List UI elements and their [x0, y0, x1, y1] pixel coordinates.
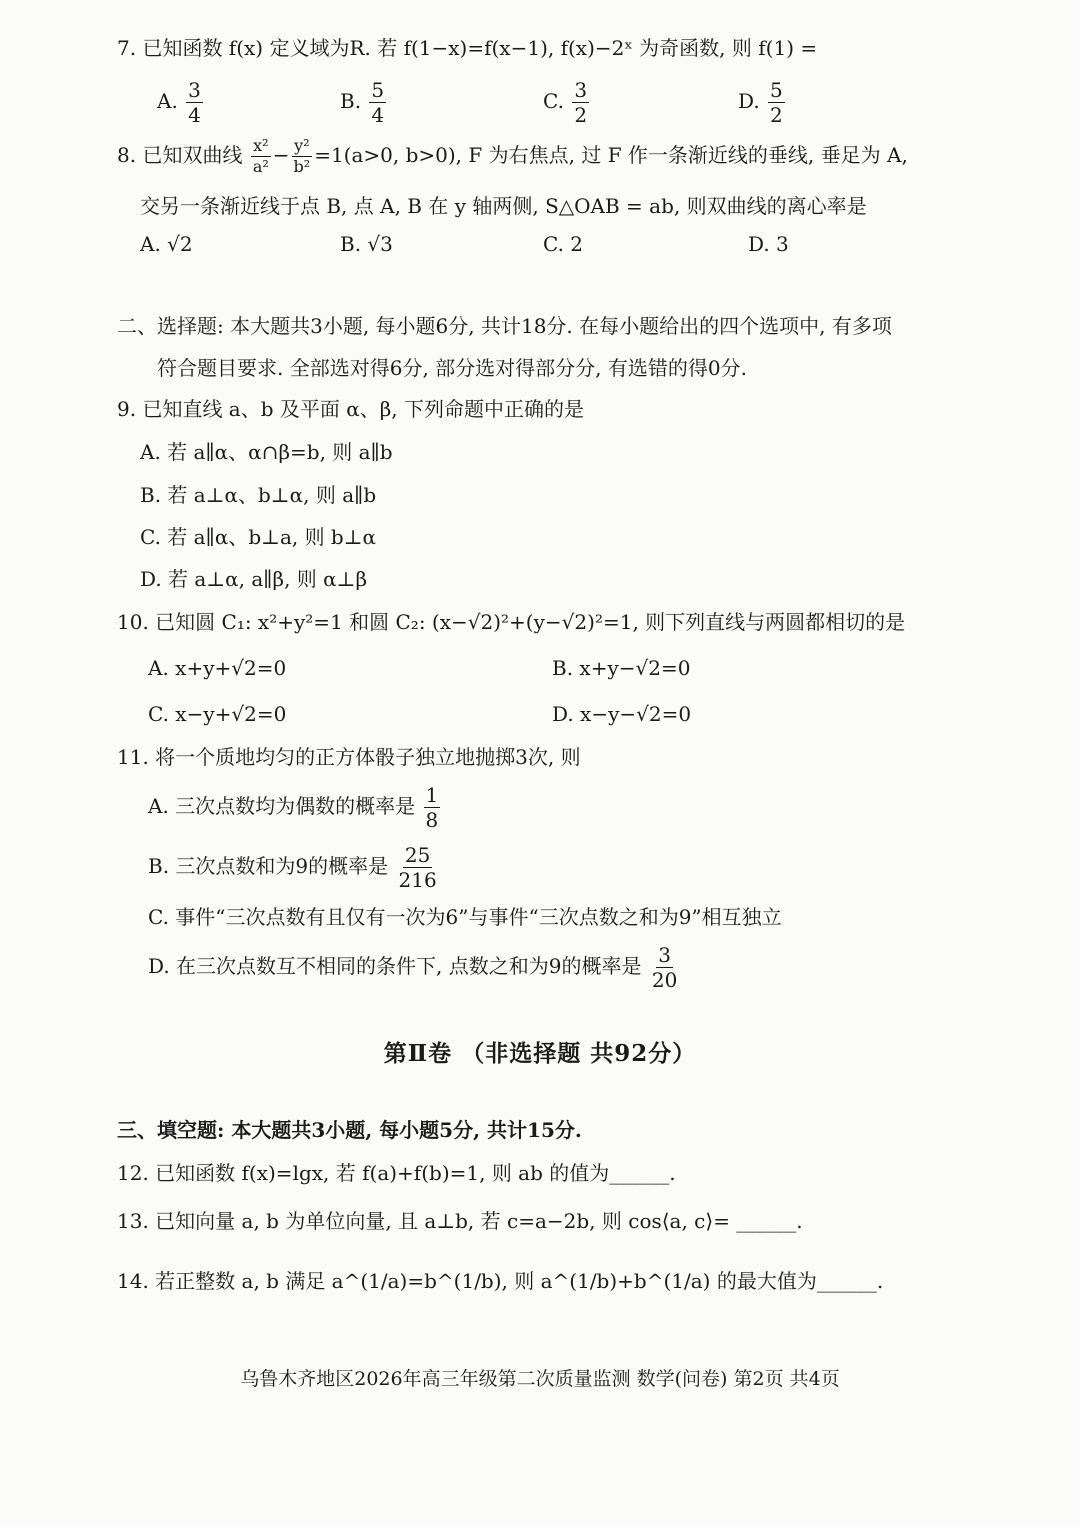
section-2-heading-line1: 二、选择题: 本大题共3小题, 每小题6分, 共计18分. 在每小题给出的四个选项中, 有多项 [117, 314, 892, 338]
fraction: $\frac{1}{8}$ [425, 783, 439, 832]
section-2-heading-line2: 符合题目要求. 全部选对得6分, 部分选对得部分分, 有选错的得0分. [157, 356, 747, 380]
q7-option-c [543, 80, 591, 125]
question-12: 12. 已知函数 f(x)=lgx, 若 f(a)+f(b)=1, 则 ab 的值为______. [117, 1161, 676, 1185]
q8-suffix: =1(a>0, b>0), F 为右焦点, 过 F 作一条渐近线的垂线, 垂足为 A, [314, 143, 908, 167]
q10-option-b: B. x+y−√2=0 [552, 656, 691, 680]
option-label: A. [157, 89, 178, 113]
q8-option-b: B. √3 [340, 232, 393, 256]
q9-option-c: C. 若 a∥α、b⊥a, 则 b⊥α [140, 525, 377, 549]
option-label: D. [738, 89, 760, 113]
fraction: $\frac{\text{x²}}{\text{a²}}$ [252, 136, 269, 176]
q9-option-d: D. 若 a⊥α, a∥β, 则 α⊥β [140, 567, 368, 591]
fraction: $\frac{3}{2}$ [574, 78, 588, 127]
q9-option-b: B. 若 a⊥α、b⊥α, 则 a∥b [140, 483, 377, 507]
q11-option-c: C. 事件“三次点数有且仅有一次为6”与事件“三次点数之和为9”相互独立 [148, 905, 782, 929]
q10-option-c: C. x−y+√2=0 [148, 702, 287, 726]
option-text: D. 在三次点数互不相同的条件下, 点数之和为9的概率是 [148, 954, 642, 978]
q11-option-d [148, 945, 681, 990]
part-2-title: 第Ⅱ卷 （非选择题 共92分） [383, 1040, 697, 1067]
fraction: $\frac{\text{y²}}{\text{b²}}$ [293, 136, 311, 176]
q8-prefix: 8. 已知双曲线 [117, 143, 243, 167]
question-11-stem: 11. 将一个质地均匀的正方体骰子独立地抛掷3次, 则 [117, 745, 581, 769]
q8-option-a: A. √2 [140, 232, 193, 256]
question-10-stem: 10. 已知圆 C₁: x²+y²=1 和圆 C₂: (x−√2)²+(y−√2)²=1, 则下列直线与两圆都相切的是 [117, 610, 906, 634]
question-8-stem [117, 138, 908, 175]
question-7-stem: 7. 已知函数 f(x) 定义域为R. 若 f(1−x)=f(x−1), f(x)−2ˣ 为奇函数, 则 f(1) = [117, 36, 818, 60]
section-3-heading: 三、填空题: 本大题共3小题, 每小题5分, 共计15分. [117, 1118, 582, 1142]
q7-option-b [340, 80, 388, 125]
option-label: B. [340, 89, 362, 113]
question-13: 13. 已知向量 a, b 为单位向量, 且 a⊥b, 若 c=a−2b, 则 cos⟨a, c⟩= ______. [117, 1209, 803, 1233]
q8-option-c: C. 2 [543, 232, 584, 256]
option-text: A. 三次点数均为偶数的概率是 [148, 794, 416, 818]
fraction: $\frac{25}{216}$ [398, 843, 437, 892]
fraction: $\frac{5}{2}$ [770, 78, 783, 127]
fraction: $\frac{3}{20}$ [651, 943, 678, 992]
q7-option-a [157, 80, 205, 125]
minus-sign: − [272, 143, 290, 167]
question-14: 14. 若正整数 a, b 满足 a^(1/a)=b^(1/b), 则 a^(1/b)+b^(1/a) 的最大值为______. [117, 1269, 884, 1293]
q9-option-a: A. 若 a∥α、α∩β=b, 则 a∥b [140, 440, 393, 464]
q11-option-b [148, 845, 441, 890]
q8-option-d: D. 3 [748, 232, 789, 256]
option-text: B. 三次点数和为9的概率是 [148, 854, 389, 878]
option-label: C. [543, 89, 564, 113]
question-8-line2: 交另一条渐近线于点 B, 点 A, B 在 y 轴两侧, S△OAB = ab, 则双曲线的离心率是 [140, 194, 867, 218]
q7-option-d [738, 80, 787, 125]
fraction: $\frac{5}{4}$ [371, 78, 385, 127]
question-9-stem: 9. 已知直线 a、b 及平面 α、β, 下列命题中正确的是 [117, 397, 585, 421]
page-footer: 乌鲁木齐地区2026年高三年级第二次质量监测 数学(问卷) 第2页 共4页 [240, 1368, 840, 1390]
q10-option-d: D. x−y−√2=0 [552, 702, 692, 726]
q10-option-a: A. x+y+√2=0 [148, 656, 287, 680]
q11-option-a [148, 785, 442, 830]
fraction: $\frac{3}{4}$ [188, 78, 201, 127]
